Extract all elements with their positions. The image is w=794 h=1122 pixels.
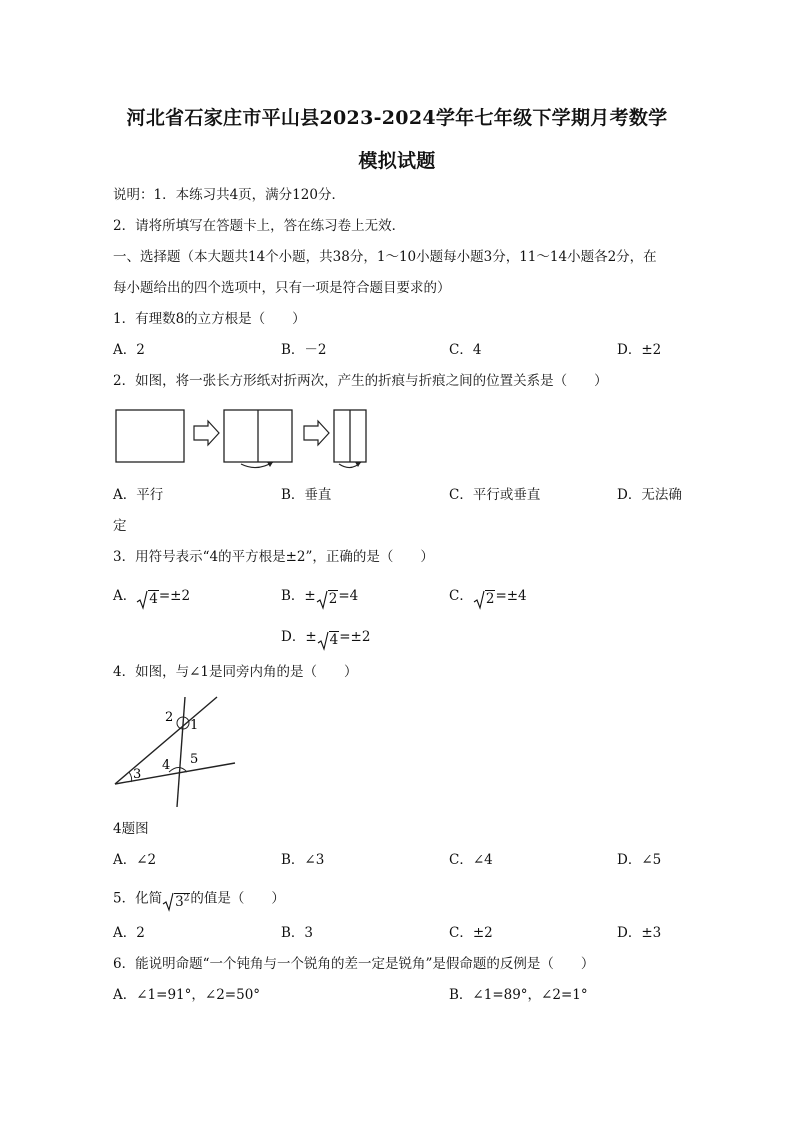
q4-option-d: D．∠5 [617, 852, 662, 868]
page-subtitle: 模拟试题 [358, 150, 436, 172]
q3-option-c: C． 2=±4 [449, 587, 527, 610]
q1-stem: 1．有理数8的立方根是（ ） [113, 311, 306, 327]
q4-option-b: B．∠3 [281, 852, 325, 868]
q4-stem: 4．如图，与∠1是同旁内角的是（ ） [113, 664, 358, 680]
q3-option-a: A． 4=±2 [113, 587, 190, 610]
q4-angle-figure [113, 695, 238, 810]
q6-option-a: A．∠1=91°，∠2=50° [113, 987, 261, 1003]
q2-stem: 2．如图，将一张长方形纸对折两次，产生的折痕与折痕之间的位置关系是（ ） [113, 373, 608, 389]
q2-folding-figure [113, 404, 373, 470]
sqrt-symbol: 2 [473, 590, 496, 610]
q5-option-d: D．±3 [617, 925, 662, 941]
q4-figure-caption: 4题图 [113, 821, 149, 837]
section-1-header-cont: 每小题给出的四个选项中，只有一项是符合题目要求的） [113, 280, 451, 296]
note-2: 2．请将所填写在答题卡上，答在练习卷上无效． [113, 218, 406, 234]
q5-option-a: A．2 [113, 925, 145, 941]
angle-label-2: 2 [165, 710, 174, 725]
sqrt-symbol: 4 [317, 631, 340, 651]
q2-option-c: C．平行或垂直 [449, 487, 541, 503]
q6-option-b: B．∠1=89°，∠2=1° [449, 987, 588, 1003]
q1-option-a: A．2 [113, 342, 145, 358]
q2-option-d: D．无法确 [617, 487, 682, 503]
note-1: 说明：1．本练习共4页，满分120分． [113, 187, 345, 203]
q1-option-d: D．±2 [617, 342, 662, 358]
sqrt-symbol: 2 [316, 590, 339, 610]
q4-option-c: C．∠4 [449, 852, 493, 868]
q2-option-d-cont: 定 [113, 518, 127, 534]
q6-stem: 6．能说明命题“一个钝角与一个锐角的差一定是锐角”是假命题的反例是（ ） [113, 956, 595, 972]
q2-option-a: A．平行 [113, 487, 164, 503]
q1-option-c: C．4 [449, 342, 482, 358]
q1-option-b: B．－2 [281, 342, 327, 358]
section-1-header: 一、选择题（本大题共14个小题，共38分，1～10小题每小题3分，11～14小题各2分，在 [113, 249, 657, 265]
q3-stem: 3．用符号表示“4的平方根是±2”，正确的是（ ） [113, 549, 434, 565]
q5-stem: 5．化简 $3^2$的值是（ ） [113, 889, 285, 912]
q5-option-b: B．3 [281, 925, 314, 941]
sqrt-symbol: $3^2$ [162, 889, 190, 912]
angle-label-1: 1 [190, 718, 199, 733]
page-title: 河北省石家庄市平山县2023-2024学年七年级下学期月考数学 [126, 107, 668, 129]
q3-option-b: B．± 2=4 [281, 587, 358, 610]
q5-option-c: C．±2 [449, 925, 493, 941]
q4-option-a: A．∠2 [113, 852, 157, 868]
sqrt-symbol: 4 [136, 590, 159, 610]
q2-option-b: B．垂直 [281, 487, 332, 503]
angle-label-3: 3 [133, 767, 142, 782]
q3-option-d: D．± 4=±2 [281, 628, 370, 651]
angle-label-4: 4 [162, 758, 171, 773]
angle-label-5: 5 [190, 752, 199, 767]
